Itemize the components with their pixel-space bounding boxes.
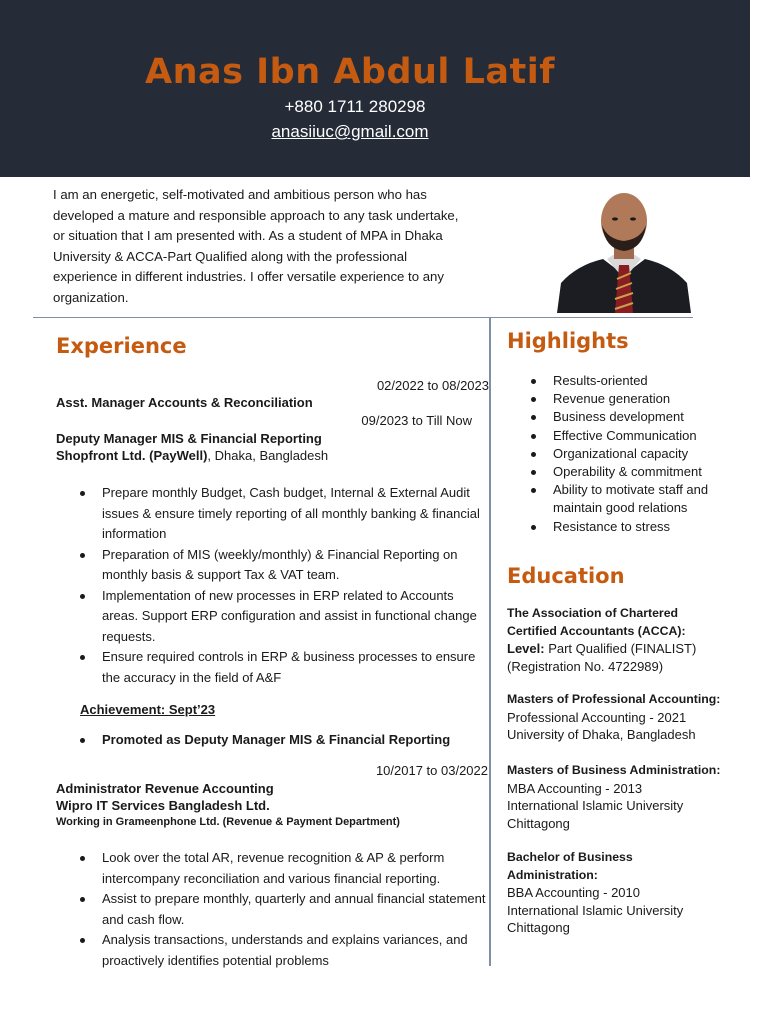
acca-level-value: Part Qualified (FINALIST) (544, 641, 697, 656)
job1-role-2: Deputy Manager MIS & Financial Reporting (56, 431, 322, 446)
list-item: Resistance to stress (507, 518, 737, 536)
job2-company: Wipro IT Services Bangladesh Ltd. (56, 798, 270, 813)
list-item: Assist to prepare monthly, quarterly and annual financial statement and cash flow. (56, 889, 492, 930)
list-item: Effective Communication (507, 427, 737, 445)
list-item: Promoted as Deputy Manager MIS & Financial Reporting (56, 730, 492, 751)
highlights-heading: Highlights (507, 329, 629, 353)
bba-line-3: Chittagong (507, 920, 570, 935)
bba-heading: Bachelor of Business Administration: (507, 850, 633, 882)
list-item: Look over the total AR, revenue recognition & AP & perform intercompany reconciliation and various financial reporting. (56, 848, 492, 889)
job2-note: Working in Grameenphone Ltd. (Revenue & Payment Department) (56, 816, 400, 828)
job1-duties-list (56, 483, 492, 688)
list-item: Ensure required controls in ERP & business processes to ensure the accuracy in the field of A&F (56, 647, 492, 688)
highlights-list (507, 372, 737, 536)
mba-heading: Masters of Business Administration: (507, 763, 721, 777)
acca-level-label: Level: (507, 641, 545, 656)
job1-location: , Dhaka, Bangladesh (207, 448, 329, 463)
acca-registration: (Registration No. 4722989) (507, 658, 664, 674)
list-item: Results-oriented (507, 372, 737, 390)
mpa-line-1: Professional Accounting - 2021 (507, 709, 687, 725)
list-item: Operability & commitment (507, 463, 737, 481)
acca-level (507, 640, 707, 658)
job1-date-range-1: 02/2022 to 08/2023 (376, 378, 489, 393)
horizontal-divider (33, 317, 693, 318)
job2-duties-list (56, 848, 492, 971)
list-item: Analysis transactions, understands and explains variances, and proactively identifies potential problems (56, 930, 492, 971)
job2-role: Administrator Revenue Accounting (56, 781, 274, 796)
education-mpa (507, 691, 747, 744)
email-link[interactable]: anasiiuc@gmail.com (271, 122, 429, 141)
job1-date-range-2: 09/2023 to Till Now (361, 413, 472, 428)
experience-heading: Experience (56, 334, 187, 358)
list-item: Organizational capacity (507, 445, 737, 463)
mba-line-2: International Islamic University (507, 798, 684, 813)
mba-line-3: Chittagong (507, 815, 570, 831)
list-item: Preparation of MIS (weekly/monthly) & Financial Reporting on monthly basis & support Tax & VAT team. (56, 545, 492, 586)
mpa-line-2: University of Dhaka, Bangladesh (507, 727, 696, 742)
education-bba (507, 849, 684, 937)
mba-line-1: MBA Accounting - 2013 (507, 780, 643, 796)
education-heading: Education (507, 564, 625, 588)
profile-summary: I am an energetic, self-motivated and ambitious person who has developed a mature and responsible approach to any task undertake, or situation that I am presented with. As a student of MPA in Dhaka University & ACCA-Part Qualified along with the professional experience in different industries. I offer versatile experience to any organization. (53, 187, 459, 305)
mpa-heading: Masters of Professional Accounting: (507, 692, 721, 706)
education-mba (507, 762, 747, 832)
list-item: Revenue generation (507, 390, 737, 408)
list-item: Ability to motivate staff and maintain good relations (507, 481, 713, 517)
achievement-label: Achievement: Sept’23 (80, 702, 216, 717)
list-item: Implementation of new processes in ERP related to Accounts areas. Support ERP configuration and assist in functional change requests. (56, 586, 492, 648)
job1-company: Shopfront Ltd. (PayWell) (56, 448, 208, 463)
list-item: Business development (507, 408, 737, 426)
list-item: Prepare monthly Budget, Cash budget, Internal & External Audit issues & ensure timely reporting of all monthly banking & financial information (56, 483, 492, 545)
phone-number: +880 1711 280298 (284, 97, 426, 116)
job1-role-1: Asst. Manager Accounts & Reconciliation (56, 395, 313, 410)
education-acca (507, 605, 707, 675)
achievement-list (56, 730, 492, 751)
acca-heading: The Association of Chartered Certified Accountants (ACCA): (507, 606, 686, 638)
job1-company-line (56, 447, 328, 464)
header-banner (0, 0, 750, 177)
profile-photo (557, 183, 691, 313)
bba-line-2: International Islamic University (507, 902, 684, 918)
bba-line-1: BBA Accounting - 2010 (507, 885, 640, 900)
job2-date-range: 10/2017 to 03/2022 (375, 763, 488, 778)
candidate-name: Anas Ibn Abdul Latif (145, 52, 555, 92)
